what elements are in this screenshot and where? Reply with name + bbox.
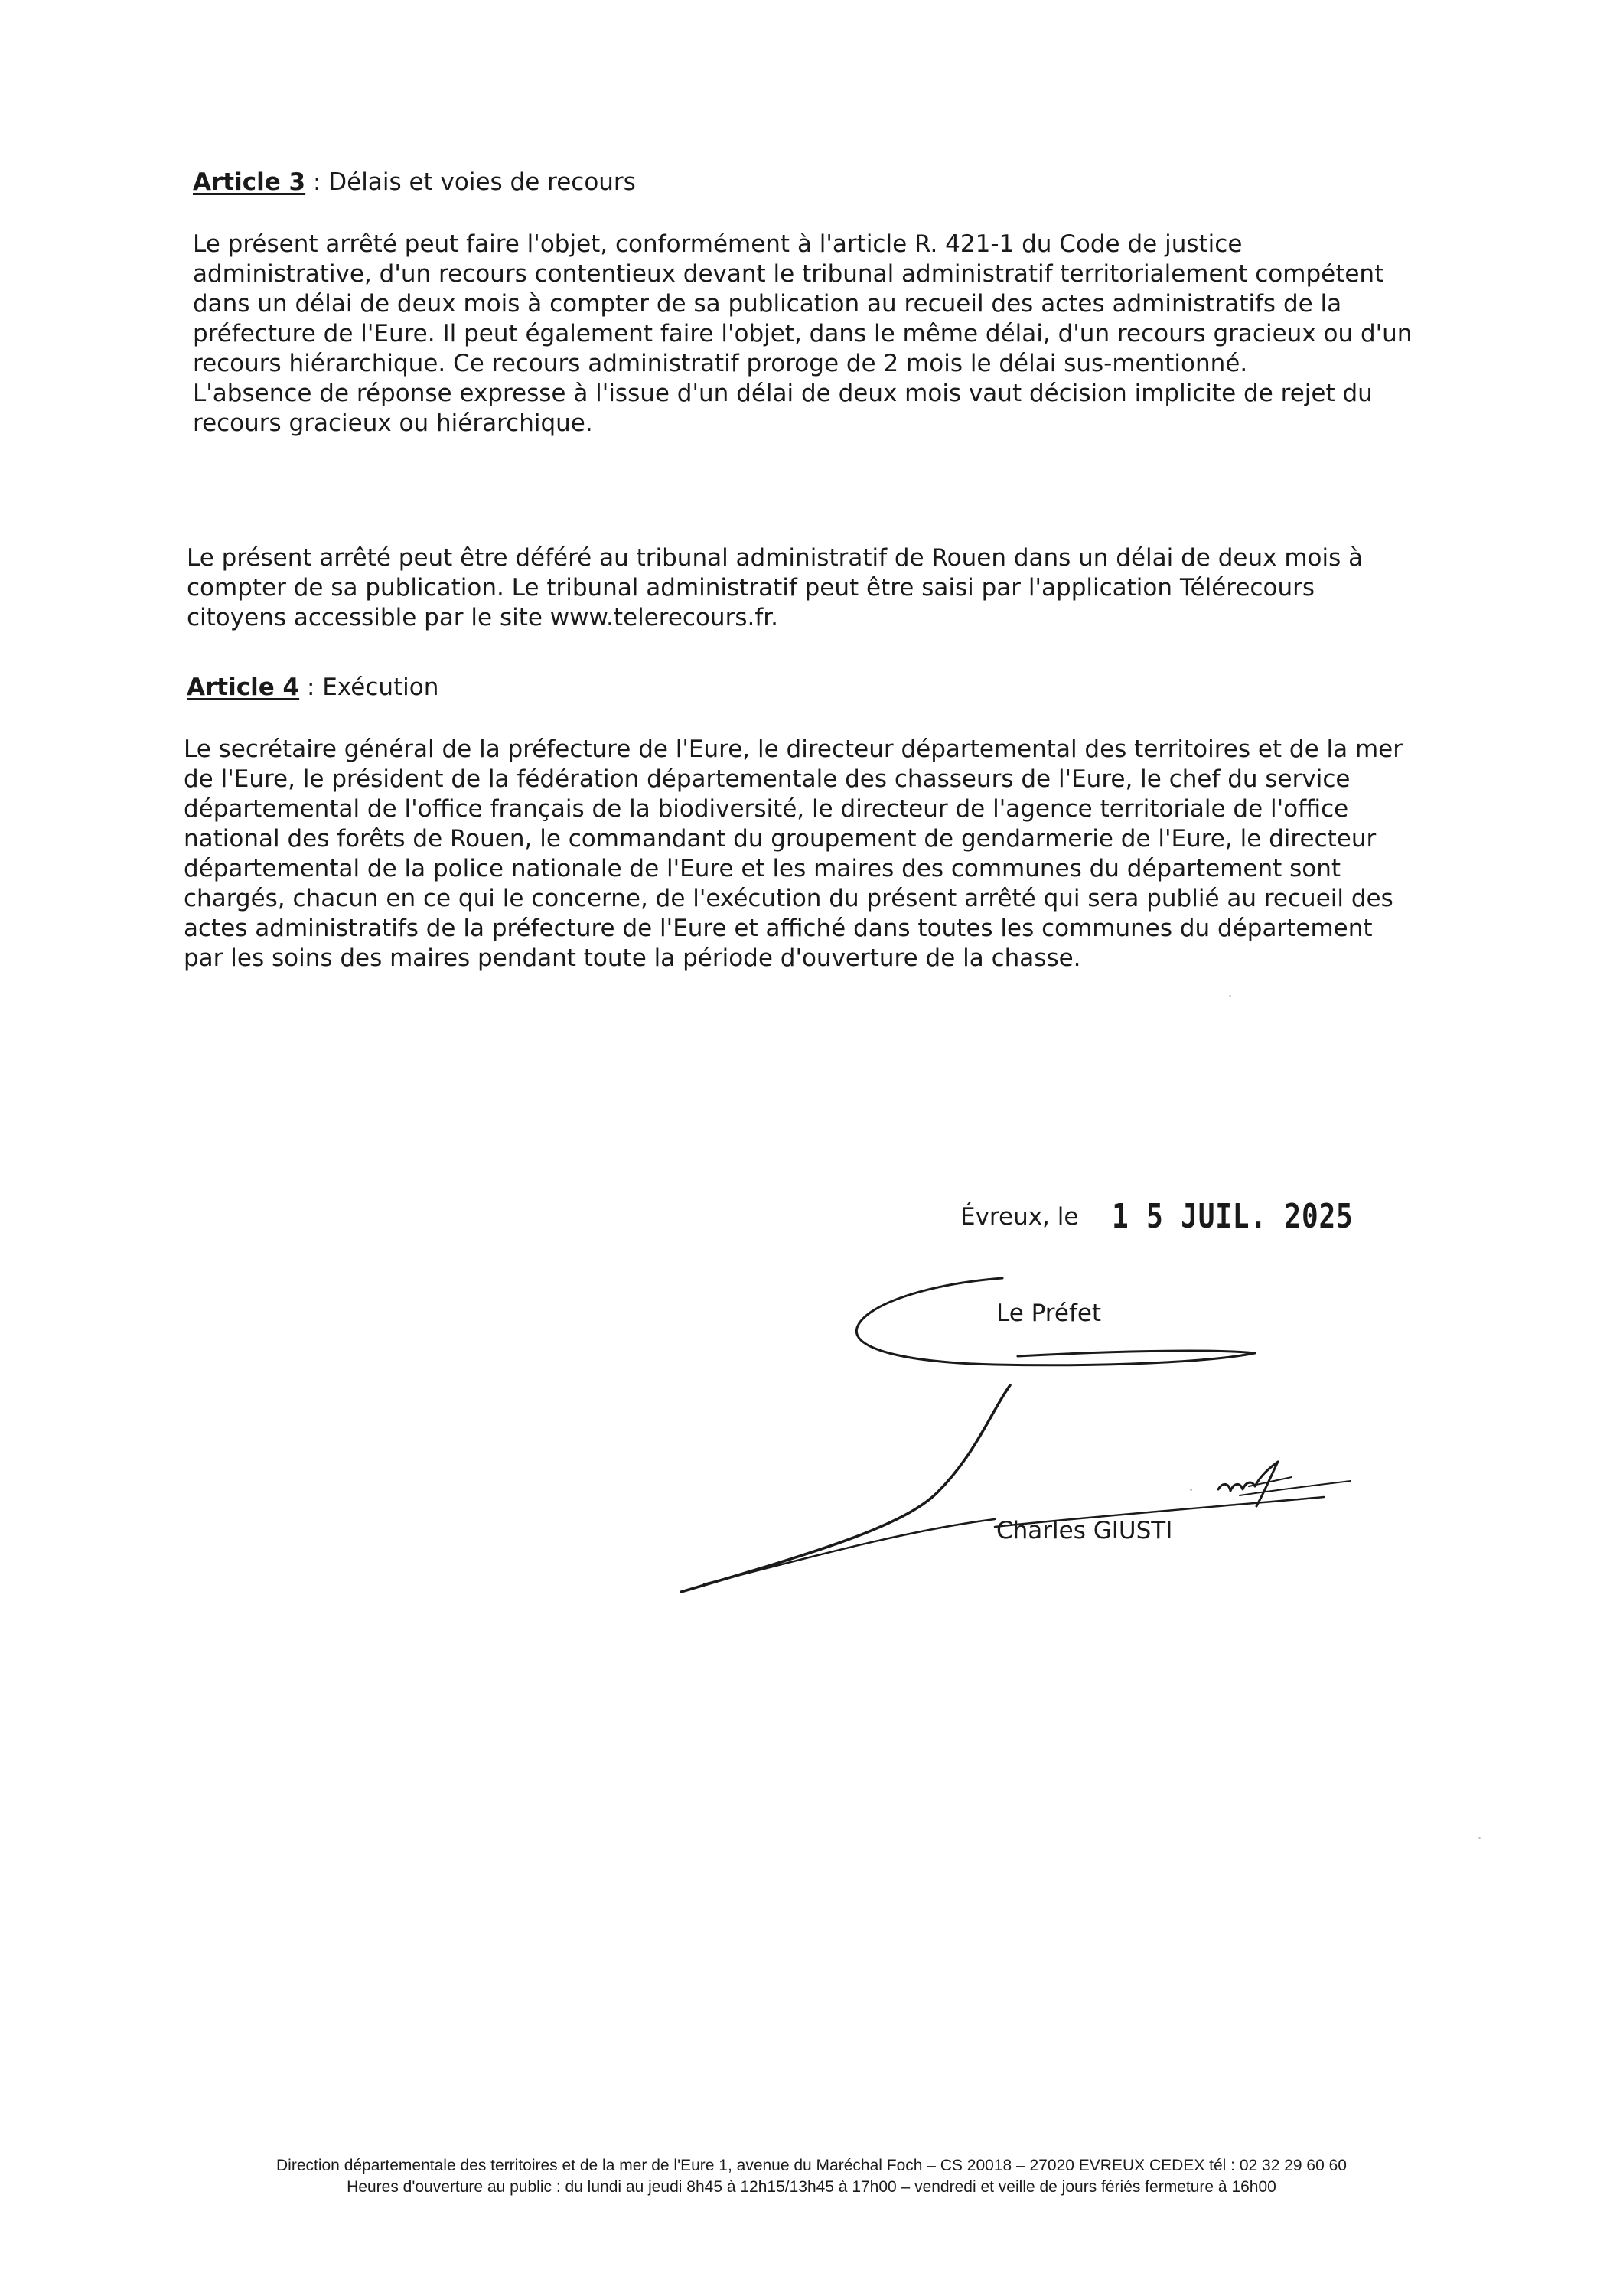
article-3-paragraph-2 bbox=[187, 543, 1467, 633]
text-line: chargés, chacun en ce qui le concerne, de l'exécution du présent arrêté qui sera publié au recueil des bbox=[184, 885, 1393, 912]
text-line: recours hiérarchique. Ce recours administratif proroge de 2 mois le délai sus-mentionné. bbox=[193, 350, 1248, 377]
signature-place: Évreux, le bbox=[960, 1203, 1079, 1231]
text-line: départemental de l'office français de la biodiversité, le directeur de l'agence territoriale de l'office bbox=[184, 795, 1349, 823]
text-line: L'absence de réponse expresse à l'issue d'un délai de deux mois vaut décision implicite de rejet du bbox=[193, 380, 1373, 407]
text-line: actes administratifs de la préfecture de l'Eure et affiché dans toutes les communes du département bbox=[184, 915, 1373, 942]
scan-speck bbox=[1190, 1489, 1192, 1491]
handwritten-signature bbox=[673, 1263, 1362, 1615]
text-line: Le présent arrêté peut être déféré au tribunal administratif de Rouen dans un délai de deux mois à bbox=[187, 544, 1364, 572]
date-stamp: 1 5 JUIL. 2025 bbox=[1112, 1197, 1354, 1236]
signatory-name: Charles GIUSTI bbox=[996, 1517, 1173, 1544]
text-line: de l'Eure, le président de la fédération départementale des chasseurs de l'Eure, le chef du service bbox=[184, 765, 1351, 793]
text-line: par les soins des maires pendant toute la période d'ouverture de la chasse. bbox=[184, 944, 1081, 972]
article-3-separator: : bbox=[305, 168, 329, 196]
text-line: national des forêts de Rouen, le commandant du groupement de gendarmerie de l'Eure, le directeur bbox=[184, 825, 1377, 853]
article-4-title: Exécution bbox=[322, 673, 439, 701]
text-line: compter de sa publication. Le tribunal administratif peut être saisi par l'application Télérecours bbox=[187, 574, 1315, 602]
footer bbox=[0, 2155, 1623, 2198]
text-line: administrative, d'un recours contentieux devant le tribunal administratif territorialement compétent bbox=[193, 260, 1384, 288]
text-line: citoyens accessible par le site www.telerecours.fr. bbox=[187, 604, 778, 631]
article-4-separator: : bbox=[299, 673, 323, 701]
footer-address: Direction départementale des territoires et de la mer de l'Eure 1, avenue du Maréchal Foch – CS 20018 – 27020 EVREUX CEDEX tél : 02 32 29 60 60 bbox=[276, 2157, 1347, 2174]
signature-place-date bbox=[960, 1197, 1406, 1236]
scan-speck bbox=[1478, 1837, 1481, 1839]
article-3-title: Délais et voies de recours bbox=[328, 168, 636, 196]
text-line: dans un délai de deux mois à compter de sa publication au recueil des actes administratifs de la bbox=[193, 290, 1342, 318]
signatory-role: Le Préfet bbox=[996, 1300, 1102, 1327]
text-line: départemental de la police nationale de l'Eure et les maires des communes du département sont bbox=[184, 855, 1341, 882]
scan-speck bbox=[1229, 995, 1231, 997]
article-3-heading bbox=[193, 167, 636, 197]
footer-hours: Heures d'ouverture au public : du lundi au jeudi 8h45 à 12h15/13h45 à 17h00 – vendredi et veille de jours fériés fermeture à 16h00 bbox=[347, 2178, 1276, 2196]
article-3-paragraph-1 bbox=[193, 230, 1467, 439]
article-4-label: Article 4 bbox=[187, 673, 300, 701]
article-3-label: Article 3 bbox=[193, 168, 306, 196]
text-line: Le présent arrêté peut faire l'objet, conformément à l'article R. 421-1 du Code de justice bbox=[193, 230, 1243, 258]
text-line: Le secrétaire général de la préfecture de l'Eure, le directeur départemental des territoires et de la mer bbox=[184, 735, 1403, 763]
text-line: recours gracieux ou hiérarchique. bbox=[193, 409, 593, 437]
article-4-paragraph bbox=[184, 735, 1467, 974]
text-line: préfecture de l'Eure. Il peut également faire l'objet, dans le même délai, d'un recours gracieux ou d'un bbox=[193, 320, 1413, 347]
article-4-heading bbox=[187, 672, 438, 703]
